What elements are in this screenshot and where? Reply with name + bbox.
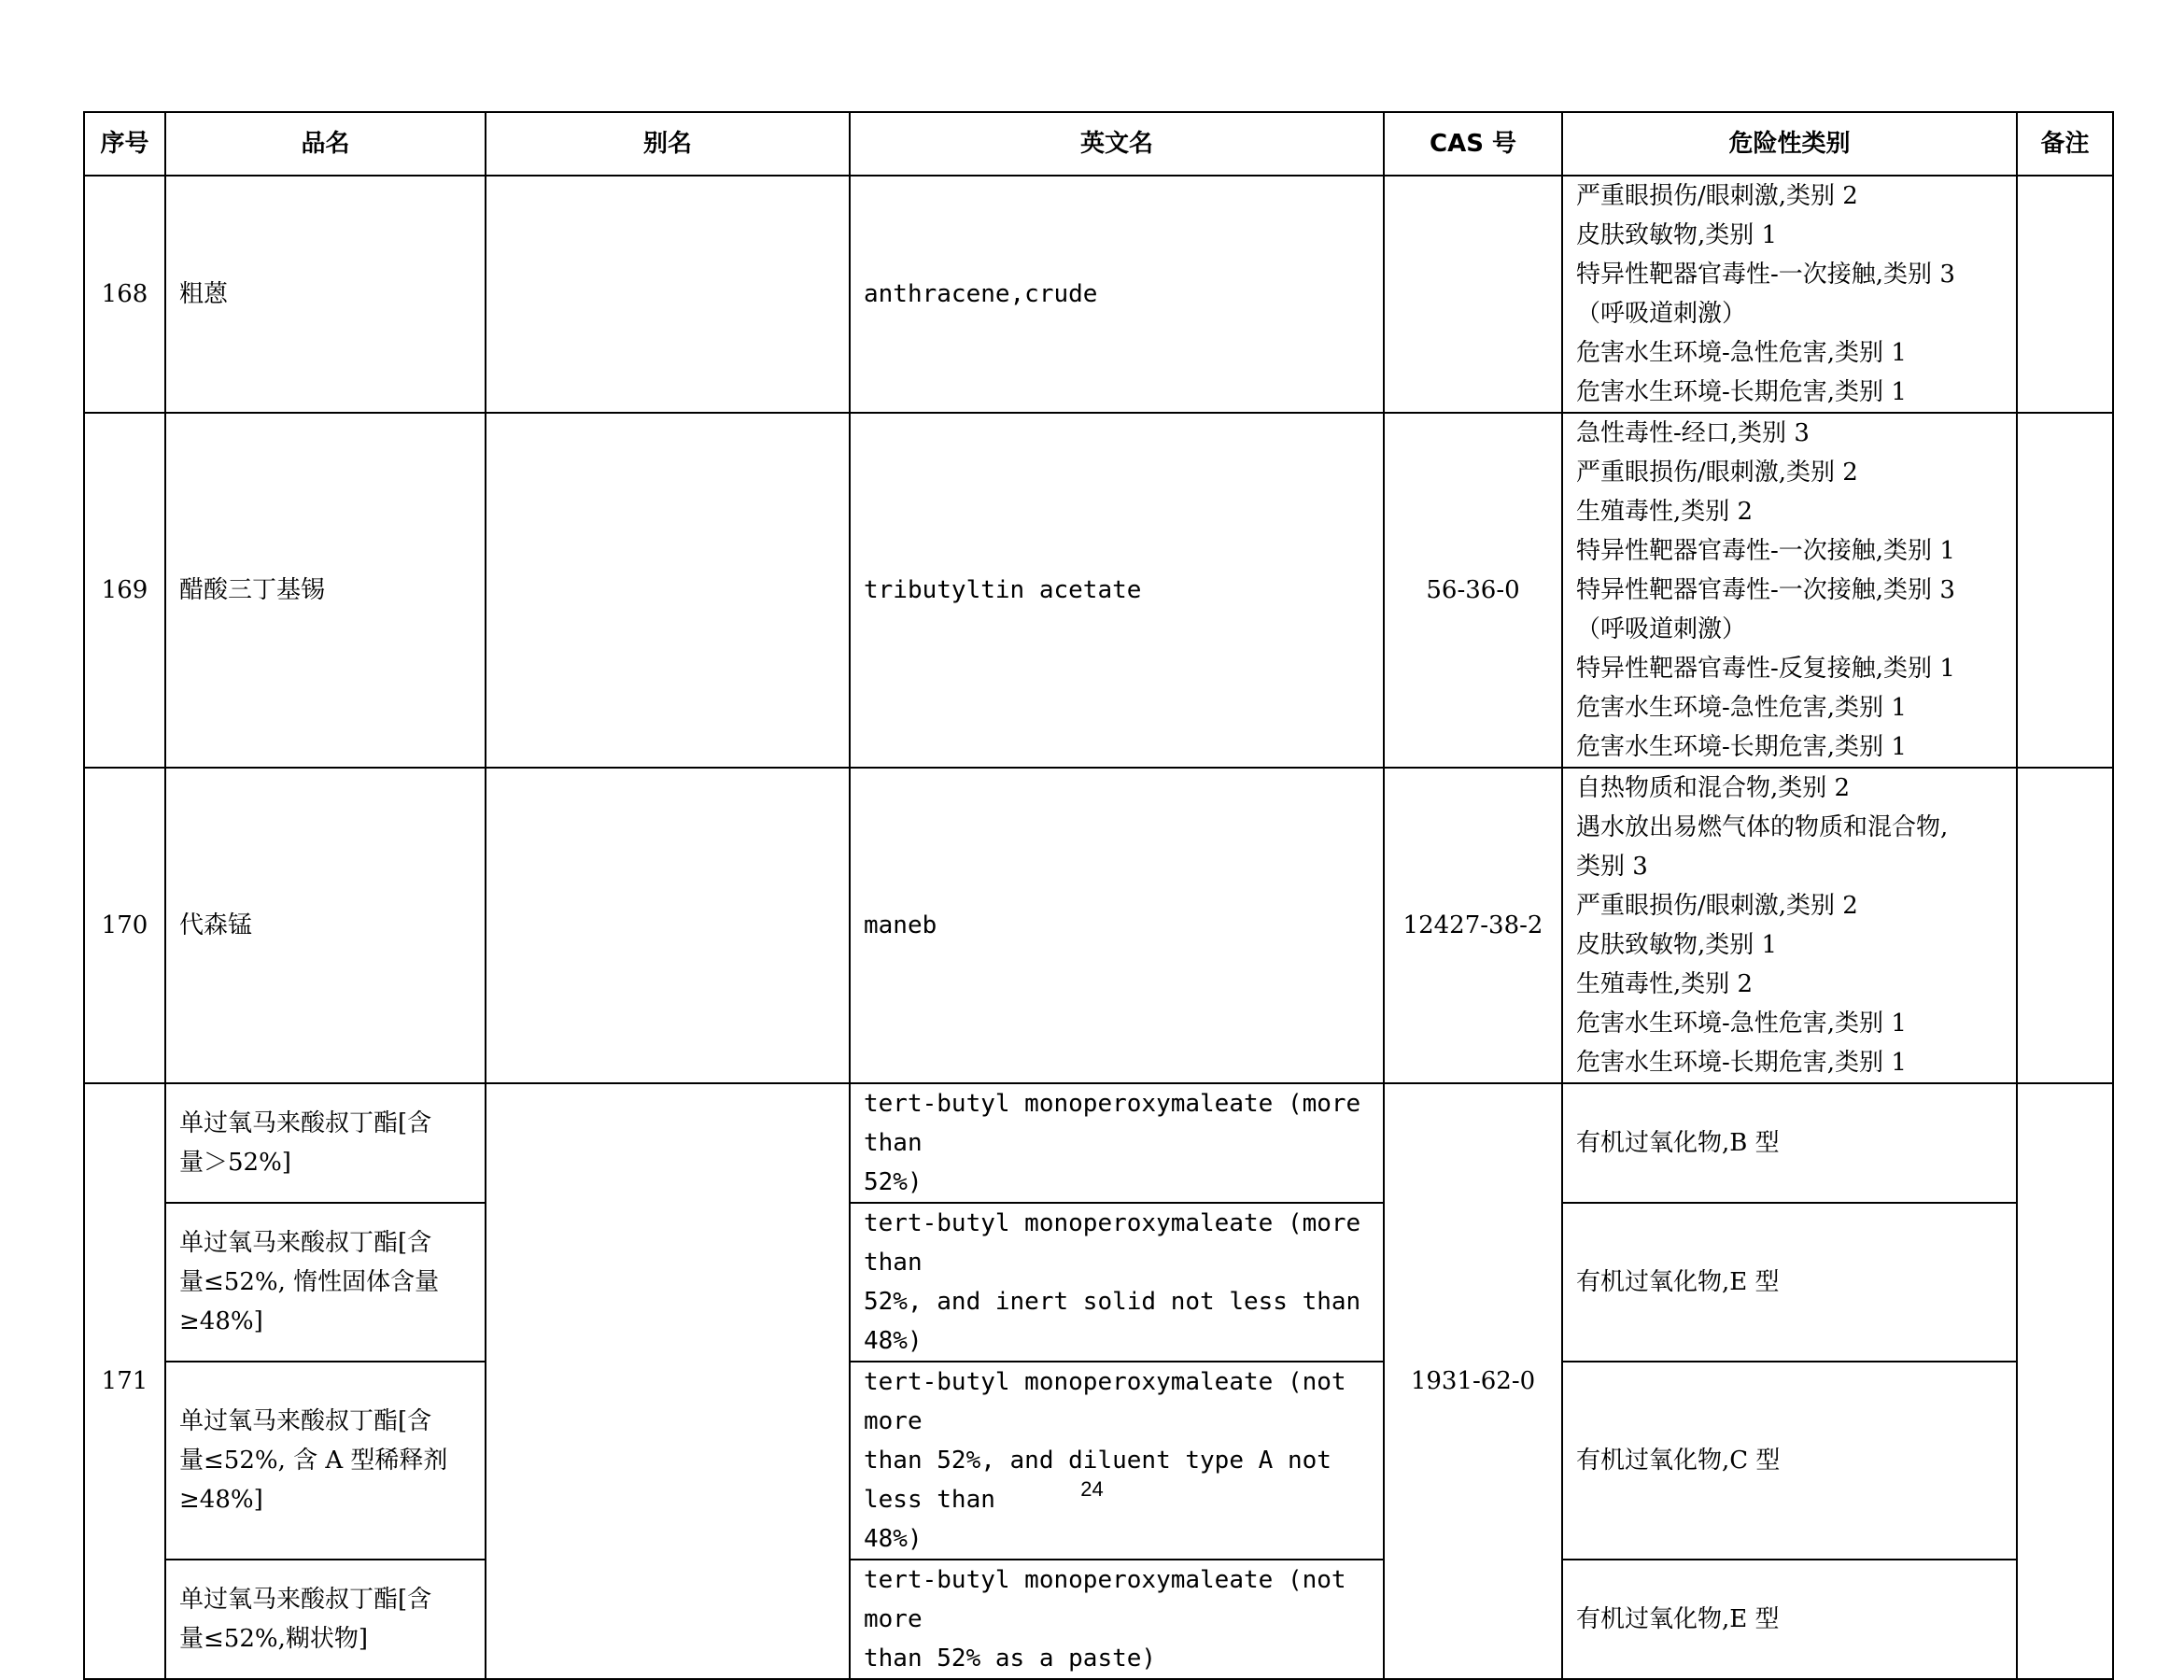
cell-cas: 1931-62-0: [1384, 1083, 1562, 1679]
table-row: [84, 1560, 2113, 1679]
cell-name: 粗蒽: [165, 176, 486, 413]
header-alias: 别名: [486, 112, 850, 176]
cell-english: anthracene,crude: [850, 176, 1384, 413]
cell-seq: 170: [84, 768, 165, 1083]
header-cas: CAS 号: [1384, 112, 1562, 176]
cell-alias: [486, 1083, 850, 1679]
cell-english: [850, 1203, 1384, 1362]
hazard-line: 皮肤致敏物,类别 1: [1576, 221, 1778, 249]
cell-name: [165, 1083, 486, 1203]
hazard-line: 特异性靶器官毒性-反复接触,类别 1: [1576, 655, 1955, 683]
cell-cas: 56-36-0: [1384, 413, 1562, 768]
name-line: ≥48%]: [179, 1486, 263, 1514]
cell-english: tributyltin acetate: [850, 413, 1384, 768]
hazard-line: 急性毒性-经口,类别 3: [1576, 419, 1810, 447]
hazard-line: 生殖毒性,类别 2: [1576, 970, 1754, 998]
cell-hazard: 有机过氧化物,C 型: [1562, 1362, 2017, 1560]
header-english: 英文名: [850, 112, 1384, 176]
name-line: 单过氧马来酸叔丁酯[含: [179, 1407, 432, 1435]
hazard-line: （呼吸道刺激）: [1576, 615, 1747, 643]
cell-cas: 12427-38-2: [1384, 768, 1562, 1083]
cell-name: [165, 1362, 486, 1560]
cell-name: [165, 1560, 486, 1679]
table-row: [84, 176, 2113, 413]
cell-note: [2017, 768, 2113, 1083]
hazard-line: 类别 3: [1576, 853, 1648, 881]
table-row: [84, 1083, 2113, 1203]
cell-english: maneb: [850, 768, 1384, 1083]
hazard-line: 危害水生环境-急性危害,类别 1: [1576, 1009, 1907, 1038]
cell-name: 代森锰: [165, 768, 486, 1083]
hazard-line: （呼吸道刺激）: [1576, 300, 1747, 328]
english-line: than 52% as a paste): [864, 1645, 1157, 1673]
hazard-line: 特异性靶器官毒性-一次接触,类别 3: [1576, 261, 1955, 289]
table-row: [84, 413, 2113, 768]
header-note: 备注: [2017, 112, 2113, 176]
english-line: tert-butyl monoperoxymaleate (not more: [864, 1368, 1346, 1435]
name-line: 量≤52%,糊状物]: [179, 1625, 368, 1653]
cell-english: [850, 1083, 1384, 1203]
hazard-line: 危害水生环境-长期危害,类别 1: [1576, 378, 1907, 406]
hazard-line: 严重眼损伤/眼刺激,类别 2: [1576, 892, 1858, 920]
name-line: 单过氧马来酸叔丁酯[含: [179, 1109, 432, 1137]
name-line: 量≤52%, 惰性固体含量: [179, 1268, 440, 1296]
cell-note: [2017, 1083, 2113, 1679]
cell-alias: [486, 413, 850, 768]
name-line: 单过氧马来酸叔丁酯[含: [179, 1586, 432, 1614]
cell-english: [850, 1560, 1384, 1679]
name-line: ≥48%]: [179, 1307, 263, 1335]
cell-seq: 171: [84, 1083, 165, 1679]
cell-hazard: 有机过氧化物,E 型: [1562, 1203, 2017, 1362]
hazard-line: 危害水生环境-急性危害,类别 1: [1576, 339, 1907, 367]
cell-seq: 168: [84, 176, 165, 413]
chemical-table: [83, 111, 2114, 1680]
hazard-line: 严重眼损伤/眼刺激,类别 2: [1576, 459, 1858, 487]
cell-english: [850, 1362, 1384, 1560]
cell-note: [2017, 176, 2113, 413]
english-line: tert-butyl monoperoxymaleate (not more: [864, 1566, 1346, 1633]
hazard-line: 危害水生环境-急性危害,类别 1: [1576, 694, 1907, 722]
table-header-row: [84, 112, 2113, 176]
cell-name: 醋酸三丁基锡: [165, 413, 486, 768]
cell-alias: [486, 768, 850, 1083]
cell-hazard: 有机过氧化物,E 型: [1562, 1560, 2017, 1679]
hazard-line: 危害水生环境-长期危害,类别 1: [1576, 733, 1907, 761]
name-line: 量＞52%]: [179, 1149, 291, 1177]
cell-hazard: 有机过氧化物,B 型: [1562, 1083, 2017, 1203]
english-line: 48%): [864, 1525, 923, 1553]
header-name: 品名: [165, 112, 486, 176]
cell-hazard: [1562, 413, 2017, 768]
table-row: [84, 1203, 2113, 1362]
english-line: tert-butyl monoperoxymaleate (more than: [864, 1209, 1361, 1277]
english-line: tert-butyl monoperoxymaleate (more than: [864, 1090, 1361, 1157]
hazard-line: 皮肤致敏物,类别 1: [1576, 931, 1778, 959]
cell-cas: [1384, 176, 1562, 413]
english-line: than 52%, and diluent type A not less than: [864, 1447, 1332, 1514]
hazard-line: 特异性靶器官毒性-一次接触,类别 1: [1576, 537, 1955, 565]
cell-alias: [486, 176, 850, 413]
hazard-line: 严重眼损伤/眼刺激,类别 2: [1576, 182, 1858, 210]
hazard-line: 危害水生环境-长期危害,类别 1: [1576, 1049, 1907, 1077]
page-number: 24: [1080, 1477, 1104, 1501]
table-row: [84, 768, 2113, 1083]
english-line: 52%, and inert solid not less than 48%): [864, 1288, 1361, 1355]
cell-hazard: [1562, 768, 2017, 1083]
header-seq: 序号: [84, 112, 165, 176]
name-line: 单过氧马来酸叔丁酯[含: [179, 1229, 432, 1257]
cell-hazard: [1562, 176, 2017, 413]
english-line: 52%): [864, 1168, 923, 1196]
header-hazard: 危险性类别: [1562, 112, 2017, 176]
hazard-line: 特异性靶器官毒性-一次接触,类别 3: [1576, 576, 1955, 604]
table-row: [84, 1362, 2113, 1560]
hazard-line: 生殖毒性,类别 2: [1576, 498, 1754, 526]
cell-seq: 169: [84, 413, 165, 768]
cell-name: [165, 1203, 486, 1362]
hazard-line: 自热物质和混合物,类别 2: [1576, 774, 1851, 802]
hazard-line: 遇水放出易燃气体的物质和混合物,: [1576, 813, 1949, 841]
cell-note: [2017, 413, 2113, 768]
name-line: 量≤52%, 含 A 型稀释剂: [179, 1447, 448, 1475]
